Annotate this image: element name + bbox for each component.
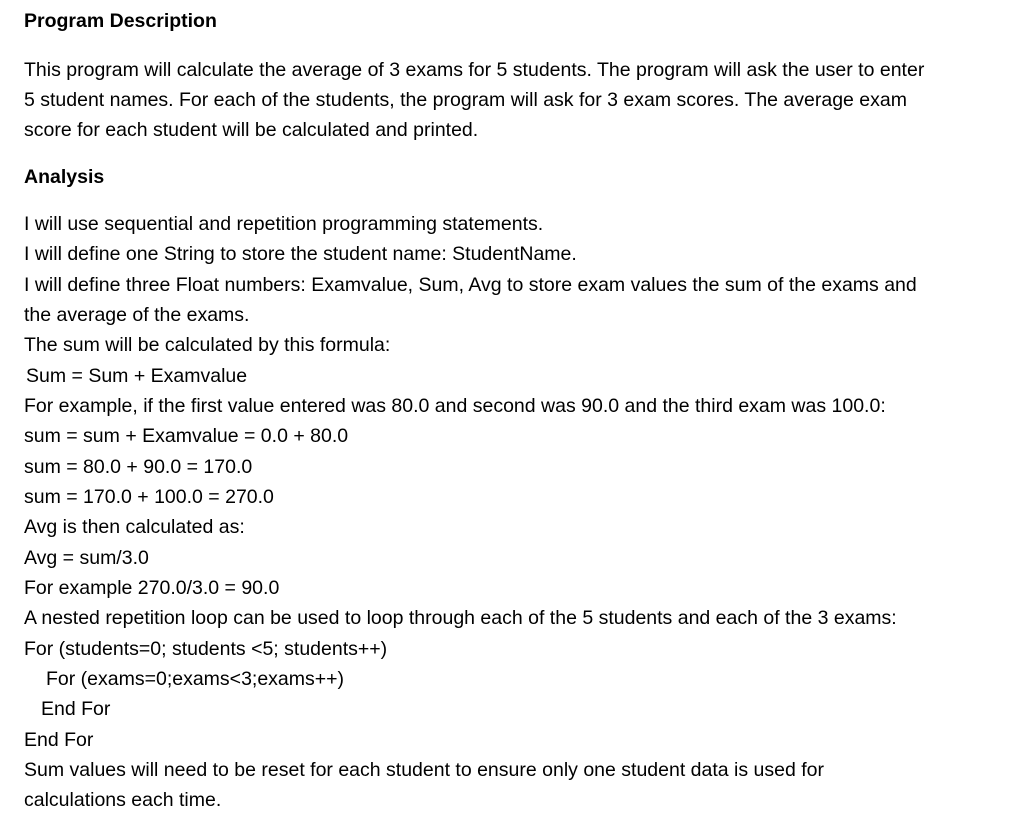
analysis-line-11: Avg is then calculated as: [24,516,245,538]
analysis-line-2: I will define one String to store the student name: StudentName. [24,243,577,265]
inner-end-for-line: End For [41,698,111,720]
description-line-1: This program will calculate the average of 3 exams for 5 students. The program will ask the user to enter [24,59,925,81]
analysis-line-5: The sum will be calculated by this formula: [24,334,391,356]
analysis-line-1: I will use sequential and repetition programming statements. [24,213,544,235]
description-line-3: score for each student will be calculated and printed. [24,119,479,141]
inner-loop-line: For (exams=0;exams<3;exams++) [46,668,345,690]
sum-step-2: sum = 80.0 + 90.0 = 170.0 [24,456,253,478]
document-page [24,0,1014,832]
analysis-line-4: the average of the exams. [24,304,250,326]
analysis-line-3: I will define three Float numbers: Examvalue, Sum, Avg to store exam values the sum of the exams and [24,274,917,296]
sum-step-1: sum = sum + Examvalue = 0.0 + 80.0 [24,425,349,447]
avg-formula-line: Avg = sum/3.0 [24,547,149,569]
description-line-2: 5 student names. For each of the students, the program will ask for 3 exam scores. The average exam [24,89,907,111]
outer-loop-line: For (students=0; students <5; students++) [24,638,388,660]
outer-end-for-line: End For [24,729,94,751]
program-description-heading: Program Description [24,10,217,32]
analysis-line-7: For example, if the first value entered was 80.0 and second was 90.0 and the third exam was 100.0: [24,395,886,417]
analysis-line-20: calculations each time. [24,789,222,811]
analysis-heading: Analysis [24,166,105,188]
sum-step-3: sum = 170.0 + 100.0 = 270.0 [24,486,274,508]
formula-line: Sum = Sum + Examvalue [26,365,248,387]
analysis-line-14: A nested repetition loop can be used to loop through each of the 5 students and each of the 3 exams: [24,607,897,629]
avg-example-line: For example 270.0/3.0 = 90.0 [24,577,280,599]
analysis-line-19: Sum values will need to be reset for each student to ensure only one student data is used for [24,759,824,781]
